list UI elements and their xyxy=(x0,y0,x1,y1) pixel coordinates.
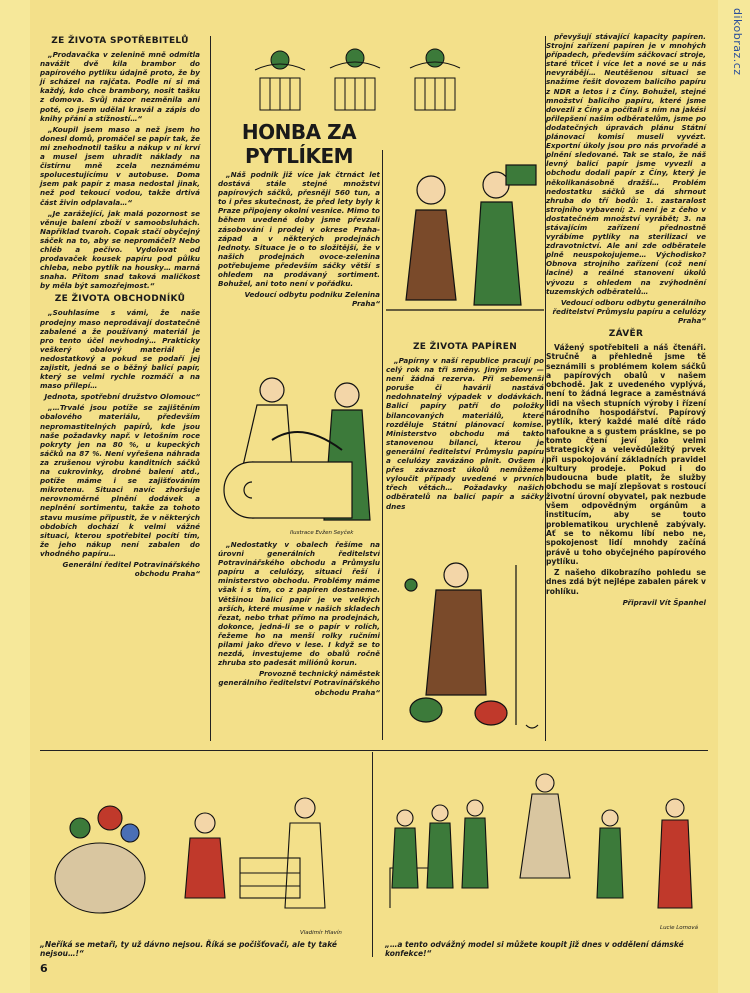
illustration-paper-saw xyxy=(212,370,382,530)
paragraph: „Nedostatky v obalech řešíme na úrovni generálních ředitelství Potravinářského obchodu a Průmyslu papíru a celulózy, situaci řeší i ministerstvo obchodu. Problémy máme však i s tím, co z papíren dostaneme. Většinou balicí papír je ve velkých arších, které musíme v našich skladech řezat, nebo trhat přímo na prodejnách, dokonce, jedná-li se o papír v rolích, řežeme ho na menší rolky ručními pilami jako dřevo v lese. I když se to nezdá, investujeme do obalů ročně zhruba sto padesát miliónů korun. xyxy=(218,540,380,668)
header-figure-3 xyxy=(410,49,460,110)
signature: Připravil Vít Španhel xyxy=(622,598,706,608)
section-heading-paper-mills: ZE ŽIVOTA PAPÍREN xyxy=(412,342,518,352)
illustration-shop-scene xyxy=(386,130,544,330)
paragraph: „Prodavačka v zelenině mně odmítla navážit dvě kila brambor do papírového pytlíku údajně proto, že by jí scházel na rajčata. Podle ní si má každý, kdo chce brambory, nosit tašku z domova. Svůj názor nezměnila ani poté, co jsem udělal kravál a zápis do knihy přání a stížností…“ xyxy=(40,50,200,123)
cartoon-1-caption: „Neříká se metaři, ty už dávno nejsou. Říká se počišťovači, ale ty také nejsou…!“ xyxy=(40,940,338,958)
bottom-divider xyxy=(40,750,708,751)
cartoon-street-sweepers xyxy=(40,758,365,928)
paragraph: „Papírny v naší republice pracují po celý rok na tři směny. Jiným slovy — není žádná rezerva. Při sebemenší poruše či havárii nastává nedohnatelný výpadek v dodávkách. Balicí papíry patří do položky bilancovaných materiálů, které rozděluje Státní plánovací komise. Ministerstvo obchodu má takto stanovenou bilanci, kterou je generální ředitelství Průmyslu papíru a celulózy zavázáno plnit. Ovšem i přes závaznost úkolů nemůžeme vyloučit případy uvedené v prvních třech větách… Požadavky našich odběratelů na balicí papír a sáčky dnes xyxy=(386,356,544,511)
column-divider xyxy=(382,150,383,740)
paragraph: „Souhlasíme s vámi, že naše prodejny maso neprodávají dostatečně zabalené a že používaný materiál je pro tento účel nevhodný… Prakticky veškerý obalový materiál je nedostatkový a pokud se podaří jej zajistit, jedná se o běžný balicí papír, který se velmi rychle rozmáčí a na maso přilepí… xyxy=(40,308,200,391)
column-3 xyxy=(546,32,706,609)
column-2-top xyxy=(218,170,380,335)
section-heading-merchants: ZE ŽIVOTA OBCHODNÍKŮ xyxy=(54,294,186,305)
section-heading-conclusion: ZÁVĚR xyxy=(608,329,644,339)
signature: Jednota, spotřební družstvo Olomouc“ xyxy=(44,392,200,402)
cartoon-1-author: Vladimír Hlavín xyxy=(300,930,342,936)
cartoon-divider xyxy=(372,752,373,957)
paragraph: převyšují stávající kapacity papíren. Strojní zařízení papíren je v mnohých případech, především sáčkovací stroje, staré třicet i více let a nové se u nás nevyrábějí… Neutěšenou situaci se snažíme řešit dovozem balicího papíru z NDR a letos i z Číny. Bohužel, stejné množství balicího papíru, které jsme dovezli z Číny a počítali s ním na jakési přilepšení našim odběratelům, jsme po dodatečných úpravách plánu Státní plánovací komisí museli vyvézt. Exportní úkoly jsou pro nás prvořadé a plnění sledované. Tak se stalo, že náš levný balicí papír jsme vyvezli a obchodu dodali papír z Číny, který je několikanásobně dražší… Problém nedostatku sáčků se dá shrnout zhruba do tří bodů: 1. zastaralost strojního vybavení; 2. není je z čeho v dostatečném množství vyrábět; 3. na stávajícím zařízení přednostně vyrábíme pytlíky na sterilizaci ve zdravotnictví. Ale ani zde odběratele plně neuspokojujeme… Východisko? Obnova strojního zařízení (což není laciné) a reálné stanovení úkolů vývozu s ohledem na zvýhodnění tuzemských odběratelů… xyxy=(546,32,706,296)
cartoon-fashion-show xyxy=(380,758,708,923)
article-title: HONBA ZA PYTLÍKEM xyxy=(241,120,357,168)
watermark: dikobraz.cz xyxy=(731,8,744,76)
signature: Provozně technický náměstek generálního ředitelství Potravinářského obchodu Praha“ xyxy=(218,669,380,697)
paragraph: Vážený spotřebiteli a náš čtenáři. Stručně a přehledně jsme tě seznámili s problémem kolem sáčků a papírových obalů v našem obchodě. Jak z uvedeného vyplývá, není to žádná legrace a zaměstnává lidi na všech stupních výroby i řízení národního hospodářství. Papírový pytlík, který každé malé dítě rádo nafoukne a s gustem prásklne, se po tomto čtení jeví jako velmi strategický a velevědůležitý prvek při uspokojování základních pravidel kultury prodeje. Pokud i do budoucna bude platit, že služby obchodu se mají zlepšovat s rostoucí životní úrovní obyvatel, pak nezbude všem odpovědným orgánům a institucím, aby se touto problematikou urychleně zabývaly. Ať se to někomu líbí nebo ne, spokojenost lidí mnohdy začíná právě u toho obyčejného papírového pytlíku. xyxy=(546,343,706,566)
paragraph: „…Trvalé jsou potíže se zajištěním obalového materiálu, především nepromastitelných papírů, kde jsou naše požadavky např. v letošním roce pokryty jen na 80 %, u kupeckých sáčků na 87 %. Není vyřešena náhrada za zrušenou výrobu kanditních sáčků na cukrovinky, drobné balení atd., potíže máme i se zajišťováním mikrotenu. Situaci navíc zhoršuje nerovnoměrné plnění dodávek a neplnění sortimentu, takže za tohoto stavu musíme připustit, že v některých obdobích dochází k velmi vážné situaci, kterou spotřebitel pocítí tím, že jeho nákup není zabalen do vhodného papíru… xyxy=(40,403,200,558)
paragraph: „Koupil jsem maso a než jsem ho donesl domů, promáčel se papír tak, že mi znehodnotil tašku a nákup v ní krví a musel jsem uhradit náklady na čistírnu mně zcela neznámému spolucestujícímu v autobuse. Doma jsem pak papír z masa nedostal jinak, než pod tekoucí vodou, takže drtivá část živin odplavala…“ xyxy=(40,124,200,207)
illustration-credit: Ilustrace Evžen Seyček xyxy=(290,530,354,536)
column-divider xyxy=(210,36,211,741)
page-number: 6 xyxy=(40,962,48,975)
cartoon-2-author: Lucie Lomová xyxy=(660,925,699,931)
signature: Generální ředitel Potravinářského obchodu Praha“ xyxy=(62,559,200,579)
paragraph: „Náš podnik již více jak čtrnáct let dostává stále stejné množství papírových sáčků, přesněji 560 tun, a to i přes skutečnost, že před lety byly k Praze připojeny okolní vesnice. Mimo to během uvedené doby jsme převzali zásobování i prodej v okrese Praha-západ a v některých prodejnách Jednoty. Situace je o to složitější, že v našich prodejnách ovoce-zelenina potřebujeme především sáčky větší s ohledem na prodávaný sortiment. Bohužel, ani toto není v pořádku. xyxy=(218,170,380,289)
signature: Vedoucí odbytu podniku Zelenina Praha“ xyxy=(244,290,380,309)
section-heading-consumers: ZE ŽIVOTA SPOTŘEBITELŮ xyxy=(51,36,189,46)
column-paper-mills xyxy=(386,338,544,538)
paragraph: „Je zarážející, jak malá pozornost se věnuje balení zboží v samoobsluhách. Například tvaroh. Copak stačí obyčejný sáček na to, aby se nepromáčel? Nebo chléb a pečivo. Vydolovat od prodavaček kousek papíru pod půlku chleba, nebo pytlík na housky… marná snaha. Přitom snad taková maličkost by měla být samozřejmost.“ xyxy=(40,208,200,291)
illustration-man-with-bags xyxy=(386,545,544,740)
cartoon-2-caption: „…a tento odvážný model si můžete koupit již dnes v oddělení dámské konfekce!“ xyxy=(385,940,684,958)
header-illustration xyxy=(250,38,500,114)
column-2-bottom xyxy=(218,540,380,740)
column-1 xyxy=(40,32,200,580)
header-figure-1 xyxy=(255,51,305,110)
signature: Vedoucí odboru odbytu generálního ředitelství Průmyslu papíru a celulózy Praha“ xyxy=(552,297,706,325)
paragraph: Z našeho dikobrazího pohledu se dnes zdá být nejlépe zabalen párek v rohlíku. xyxy=(546,568,706,596)
header-figure-2 xyxy=(330,49,380,110)
